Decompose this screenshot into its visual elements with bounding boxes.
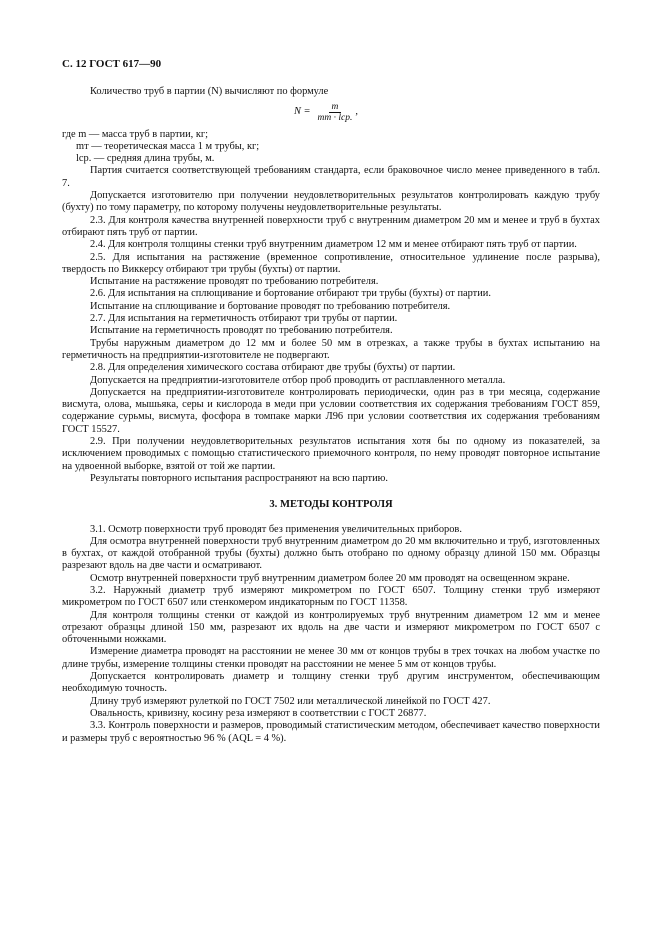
paragraph: Трубы наружным диаметром до 12 мм и более 50 мм в отрезках, а также трубы в бухтах испытанию на герметичность на предприятии-изготовителе не подвергают. (62, 337, 600, 361)
paragraph: 3.2. Наружный диаметр труб измеряют микрометром по ГОСТ 6507. Толщину стенки труб измеряют микрометром по ГОСТ 6507 или стенкомером индикаторным по ГОСТ 11358. (62, 584, 600, 609)
formula (294, 101, 600, 125)
paragraph: Для осмотра внутренней поверхности труб внутренним диаметром до 20 мм включительно и труб, изготовленных в бухтах, от каждой отобранной трубы (бухты) должно быть отобрано по одному образцу длиной 150 мм. Образцы разрезают вдоль на две части и осматривают. (62, 535, 600, 572)
paragraph: 2.3. Для контроля качества внутренней поверхности труб с внутренним диаметром 20 мм и менее и труб в бухтах отбирают пять труб от партии. (62, 214, 600, 238)
paragraph: Овальность, кривизну, косину реза измеряют в соответствии с ГОСТ 26877. (90, 707, 427, 719)
paragraph: 2.8. Для определения химического состава отбирают две трубы (бухты) от партии. (90, 362, 456, 374)
document-page (62, 58, 600, 745)
paragraph: Осмотр внутренней поверхности труб внутренним диаметром более 20 мм проводят на освещенном экране. (90, 572, 570, 584)
paragraph: 2.6. Для испытания на сплющивание и бортование отбирают три трубы (бухты) от партии. (90, 288, 491, 300)
paragraphs-section-3 (62, 524, 600, 745)
paragraph: 2.5. Для испытания на растяжение (временное сопротивление, относительное удлинение после разрыва), твердость по Виккерсу отбирают три трубы (бухты) от партии. (62, 251, 600, 275)
paragraph: Партия считается соответствующей требованиям стандарта, если браковочное число менее приведенного в табл. 7. (62, 165, 600, 189)
page-header: С. 12 ГОСТ 617—90 (62, 58, 162, 70)
legend-item: lср. — средняя длина трубы, м. (76, 153, 215, 165)
paragraph: Испытание на сплющивание и бортование проводят по требованию потребителя. (90, 300, 451, 312)
legend-item: mт — теоретическая масса 1 м трубы, кг; (76, 140, 260, 152)
formula-numerator: m (329, 102, 342, 113)
legend-item: где m — масса труб в партии, кг; (62, 128, 209, 140)
formula-legend (62, 129, 600, 166)
paragraph: 3.3. Контроль поверхности и размеров, проводимый статистическим методом, обеспечивает качество поверхности и размеры труб с вероятностью 96 % (AQL = 4 %). (62, 720, 600, 744)
paragraph: 3.1. Осмотр поверхности труб проводят без применения увеличительных приборов. (90, 523, 462, 535)
paragraph: 2.7. Для испытания на герметичность отбирают три трубы от партии. (90, 313, 398, 325)
paragraph: Результаты повторного испытания распространяют на всю партию. (90, 472, 389, 484)
paragraph: Допускается контролировать диаметр и толщину стенки труб другим инструментом, обеспечивающим необходимую точность. (62, 671, 600, 695)
paragraph: Допускается на предприятии-изготовителе контролировать периодически, один раз в три месяца, содержание висмута, олова, мышьяка, серы и кислорода в меди при условии соответствия их содержания требованиям ГОСТ 859, содержание сурьмы, висмута, фосфора в томпаке марки Л96 при условии соответствия их содержания требованиям ГОСТ 15527. (62, 386, 600, 435)
paragraph: Измерение диаметра проводят на расстоянии не менее 30 мм от концов трубы в трех точках на любом участке по длине трубы, измерение толщины стенки проводят на расстоянии не менее 5 мм от концов трубы. (62, 646, 600, 670)
formula-fraction (315, 102, 356, 123)
paragraph: Длину труб измеряют рулеткой по ГОСТ 7502 или металлической линейкой по ГОСТ 427. (90, 695, 491, 707)
paragraphs-section-2 (62, 165, 600, 485)
formula-denominator: mт · lср. (317, 113, 353, 124)
formula-lhs: N = (294, 106, 311, 118)
paragraph: 2.4. Для контроля толщины стенки труб внутренним диаметром 12 мм и менее отбирают пять труб от партии. (90, 239, 577, 251)
formula-tail: , (355, 106, 358, 118)
paragraph: Допускается изготовителю при получении неудовлетворительных результатов контролировать каждую трубу (бухту) по тому параметру, по которому получены неудовлетворительные результаты. (62, 190, 600, 214)
paragraph: Испытание на герметичность проводят по требованию потребителя. (90, 325, 393, 337)
section-title: 3. МЕТОДЫ КОНТРОЛЯ (269, 499, 393, 511)
paragraph: Испытание на растяжение проводят по требованию потребителя. (90, 276, 379, 288)
paragraph: 2.9. При получении неудовлетворительных результатов испытания хотя бы по одному из показателей, за исключением проводимых с помощью статистического приемочного контроля, по нему проводят повторное испытание на удвоенной выборке, взятой от той же партии. (62, 436, 600, 472)
paragraph: Допускается на предприятии-изготовителе отбор проб проводить от расплавленного металла. (90, 374, 506, 386)
paragraph: Для контроля толщины стенки от каждой из контролируемых труб внутренним диаметром 12 мм и менее отрезают образцы длиной 150 мм, разрезают их вдоль на две части и измеряют микрометром по ГОСТ 6507 с обточенными ножками. (62, 609, 600, 646)
formula-intro: Количество труб в партии (N) вычисляют по формуле (90, 86, 329, 98)
